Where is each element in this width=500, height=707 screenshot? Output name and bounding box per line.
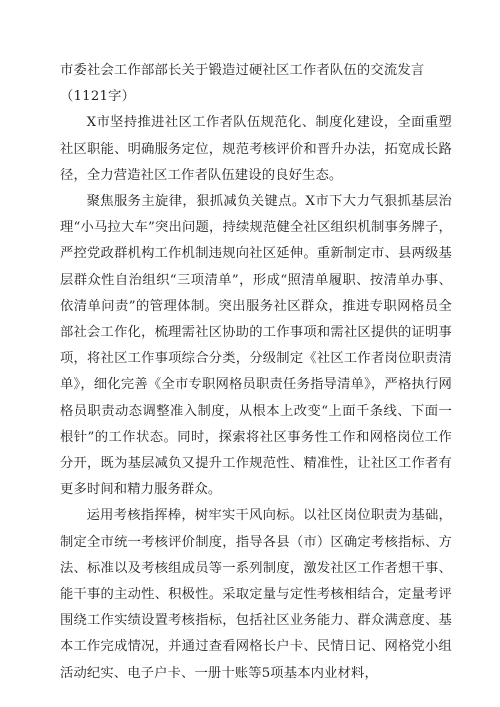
paragraph-1: X市坚持推进社区工作者队伍规范化、制度化建设，全面重塑社区职能、明确服务定位，规范考核评价和晋升办法，拓宽成长路径，全力营造社区工作者队伍建设的良好生态。 bbox=[60, 115, 452, 183]
document-title: 市委社会工作部部长关于锻造过硬社区工作者队伍的交流发言（1121字） bbox=[60, 63, 425, 105]
paragraph-2: 聚焦服务主旋律，狠抓减负关键点。X市下大力气狠抓基层治理“小马拉大车”突出问题，持续规范健全社区组织机制事务牌子，严控党政群机构工作机制违规向社区延伸。重新制定市、县两级基层群众性自治组织“三项清单”，形成“照清单履职、按清单办事、依清单问责”的管理体制。突出服务社区群众，推进专职网格员全部社会工作化，梳理需社区协助的工作事项和需社区提供的证明事项，将社区工作事项综合分类，分级制定《社区工作者岗位职责清单》，细化完善《全市专职网格员职责任务指导清单》，严格执行网格员职责动态调整准入制度，从根本上改变“上面千条线、下面一根针”的工作状态。同时，探索将社区事务性工作和网格岗位工作分开，既为基层减负又提升工作规范性、精准性，让社区工作者有更多时间和精力服务群众。 bbox=[60, 194, 452, 498]
document-body bbox=[60, 58, 452, 687]
paragraph-3: 运用考核指挥棒，树牢实干风向标。以社区岗位职责为基础，制定全市统一考核评价制度，指导各县（市）区确定考核指标、方法、标准以及考核组成员等一系列制度，激发社区工作者想干事、能干事的主动性、积极性。采取定量与定性考核相结合，定量考评围绕工作实绩设置考核指标，包括社区业务能力、群众满意度、基本工作完成情况，并通过查看网格长户卡、民情日记、网格党小组活动纪实、电子户卡、一册十账等5项基本内业材料， bbox=[60, 508, 452, 681]
